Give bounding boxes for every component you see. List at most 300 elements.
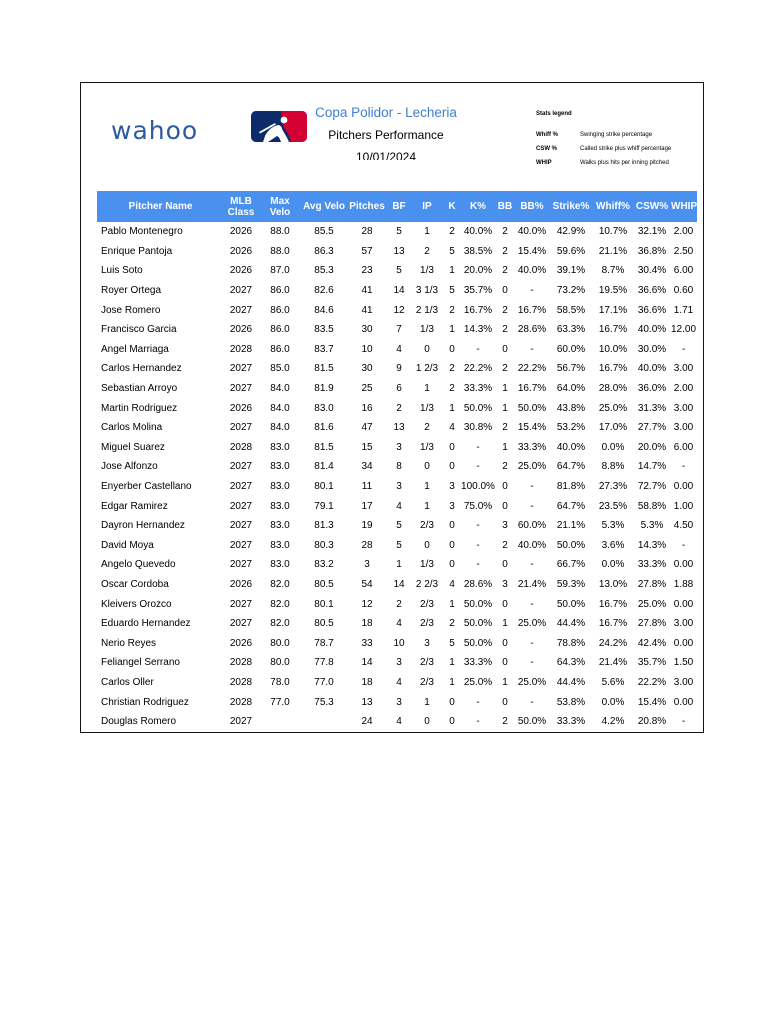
stat-cell: 15.4% — [637, 696, 667, 708]
stat-cell: 83.0 — [270, 520, 290, 532]
stat-cell: 53.2% — [556, 422, 586, 434]
stat-cell: 10.0% — [598, 343, 628, 355]
stat-cell: 12 — [361, 598, 373, 610]
stat-cell: 0 — [502, 285, 508, 297]
table-row — [97, 300, 697, 320]
title-block — [311, 103, 461, 160]
stat-cell: - — [530, 657, 534, 669]
stat-cell: 14.3% — [463, 324, 493, 336]
stat-cell: 3 — [396, 657, 402, 669]
stat-cell: 33 — [361, 637, 373, 649]
stat-cell: 2027 — [229, 539, 253, 551]
stat-cell: 2 — [449, 226, 455, 238]
stat-cell: - — [530, 285, 534, 297]
stat-cell: 80.1 — [314, 481, 334, 493]
stat-cell: 2027 — [229, 461, 253, 473]
stat-cell: 16.7% — [517, 304, 547, 316]
stat-cell: 36.6% — [637, 285, 667, 297]
pitcher-name-cell: Royer Ortega — [101, 285, 162, 297]
stat-cell: 42.4% — [637, 637, 667, 649]
stat-cell: 12 — [393, 304, 405, 316]
stat-cell: 2026 — [229, 402, 253, 414]
stat-cell: 83.0 — [270, 441, 290, 453]
stat-cell: 25.0% — [517, 676, 547, 688]
pitcher-name-cell: Carlos Oller — [101, 676, 154, 688]
stat-cell: 1 — [449, 402, 455, 414]
stat-cell: 81.5 — [314, 441, 334, 453]
stat-cell: 8.8% — [601, 461, 625, 473]
stat-cell — [258, 712, 302, 732]
table-row — [97, 340, 697, 360]
stat-cell: 22.2% — [517, 363, 547, 375]
stat-cell: 81.4 — [314, 461, 334, 473]
stat-cell: 17.1% — [598, 304, 628, 316]
stat-cell: - — [530, 481, 534, 493]
stat-cell: 9 — [396, 363, 402, 375]
pitcher-name-cell: Christian Rodriguez — [101, 696, 189, 708]
stat-cell: 2.00 — [673, 226, 694, 238]
stat-cell: 40.0% — [556, 441, 586, 453]
stat-cell: 56.7% — [556, 363, 586, 375]
stat-cell: 0 — [449, 559, 455, 571]
stat-cell: 41 — [361, 285, 373, 297]
stat-cell: 81.8% — [556, 481, 586, 493]
stat-cell: 2028 — [229, 441, 253, 453]
stat-cell: 72.7% — [637, 481, 667, 493]
stat-cell: 27.7% — [637, 422, 667, 434]
stat-cell: 0 — [449, 520, 455, 532]
stat-cell: 0.60 — [673, 285, 694, 297]
stat-cell: 50.0% — [463, 618, 493, 630]
stat-cell: 54 — [361, 578, 373, 590]
stat-cell: 2 1/3 — [415, 304, 439, 316]
stat-cell: - — [476, 441, 480, 453]
table-row — [97, 379, 697, 399]
column-header: Strike% — [550, 191, 592, 222]
stat-cell: 14 — [393, 578, 405, 590]
stat-cell: 2.00 — [673, 383, 694, 395]
stat-cell: 40.0% — [463, 226, 493, 238]
stat-cell: - — [476, 716, 480, 728]
stat-cell: 28.6% — [463, 578, 493, 590]
stat-cell: 30 — [361, 363, 373, 375]
stat-cell: 57 — [361, 245, 373, 257]
stat-cell: 53.8% — [556, 696, 586, 708]
stat-cell: 100.0% — [461, 481, 495, 493]
stat-cell: 0 — [449, 696, 455, 708]
table-row — [97, 614, 697, 634]
stat-cell: 4 — [396, 618, 402, 630]
stat-cell: 73.2% — [556, 285, 586, 297]
stat-cell: 2 — [502, 716, 508, 728]
table-row — [97, 281, 697, 301]
stat-cell: - — [476, 343, 480, 355]
report-title: Copa Polidor - Lecheria — [315, 105, 457, 120]
stat-cell: 21.1% — [556, 520, 586, 532]
stat-cell: 50.0% — [517, 716, 547, 728]
stat-cell: 42.9% — [556, 226, 586, 238]
stat-cell: 1 — [502, 618, 508, 630]
stat-cell: 2026 — [229, 324, 253, 336]
stat-cell: 1 — [502, 402, 508, 414]
stat-cell: 84.0 — [270, 383, 290, 395]
stat-cell: 39.1% — [556, 265, 586, 277]
stat-cell: 50.0% — [556, 598, 586, 610]
stat-cell: 0 — [502, 481, 508, 493]
stat-cell: 28 — [361, 539, 373, 551]
table-row — [97, 242, 697, 262]
table-row — [97, 516, 697, 536]
stat-cell: 75.0% — [463, 500, 493, 512]
stat-cell: 2027 — [229, 500, 253, 512]
stat-cell: 81.6 — [314, 422, 334, 434]
stat-cell: 3 — [449, 500, 455, 512]
stat-cell: 2 — [502, 304, 508, 316]
stat-cell: 86.3 — [314, 245, 334, 257]
stat-cell: 23 — [361, 265, 373, 277]
table-row — [97, 673, 697, 693]
stat-cell: 2027 — [229, 598, 253, 610]
pitcher-name-cell: Jose Alfonzo — [101, 461, 158, 473]
stat-cell: 15 — [361, 441, 373, 453]
table-header-row — [97, 191, 697, 222]
stat-cell: 0.00 — [673, 637, 694, 649]
pitcher-name-cell: Enrique Pantoja — [101, 245, 173, 257]
stat-cell: - — [681, 343, 686, 355]
stat-cell: 0 — [502, 598, 508, 610]
stat-cell: 20.8% — [637, 716, 667, 728]
pitcher-name-cell: Carlos Molina — [101, 422, 163, 434]
stat-cell: 19 — [361, 520, 373, 532]
stat-cell: 2027 — [229, 618, 253, 630]
pitcher-name-cell: Sebastian Arroyo — [101, 383, 178, 395]
stat-cell: 3 — [502, 520, 508, 532]
stat-cell: 2 — [502, 245, 508, 257]
stat-cell: 40.0% — [517, 265, 547, 277]
stat-cell: 78.7 — [314, 637, 334, 649]
stat-cell: - — [476, 520, 480, 532]
table-row — [97, 359, 697, 379]
stat-cell: 25.0% — [517, 461, 547, 473]
stat-cell: 1 — [502, 441, 508, 453]
stat-cell: 4.2% — [601, 716, 625, 728]
stat-cell: 83.0 — [314, 402, 334, 414]
stat-cell: 1/3 — [420, 402, 434, 414]
stat-cell: 2028 — [229, 343, 253, 355]
wahoo-logo: wahoo — [111, 116, 199, 145]
stat-cell: 25.0% — [598, 402, 628, 414]
pitcher-name-cell: Dayron Hernandez — [101, 520, 185, 532]
stat-cell: 2.50 — [673, 245, 694, 257]
stat-cell: 3.00 — [673, 618, 694, 630]
stat-cell: 64.7% — [556, 500, 586, 512]
stat-cell: 2/3 — [420, 657, 434, 669]
stat-cell: - — [530, 598, 534, 610]
legend-key: Whiff % — [536, 132, 558, 138]
table-row — [97, 222, 697, 242]
stat-cell: - — [476, 539, 480, 551]
table-row — [97, 418, 697, 438]
stat-cell: 44.4% — [556, 618, 586, 630]
stat-cell: 3.00 — [673, 422, 694, 434]
stat-cell: - — [476, 696, 480, 708]
stat-cell: 33.3% — [637, 559, 667, 571]
stat-cell: 3 — [396, 441, 402, 453]
stat-cell: 1 — [424, 481, 430, 493]
stat-cell: 83.2 — [314, 559, 334, 571]
stat-cell: 47 — [361, 422, 373, 434]
stat-cell: - — [530, 637, 534, 649]
stat-cell: 22.2% — [463, 363, 493, 375]
stat-cell: 36.6% — [637, 304, 667, 316]
stat-cell: 2 — [449, 304, 455, 316]
legend-row — [536, 142, 671, 156]
pitcher-name-cell: Nerio Reyes — [101, 637, 157, 649]
stat-cell: 64.0% — [556, 383, 586, 395]
stat-cell: 2 — [449, 363, 455, 375]
stat-cell: 3 — [396, 696, 402, 708]
stat-cell: 1 — [502, 676, 508, 688]
stat-cell: - — [476, 461, 480, 473]
stat-cell: 0 — [449, 343, 455, 355]
stat-cell: 82.0 — [270, 618, 290, 630]
stat-cell: 2 — [449, 618, 455, 630]
stat-cell: 16.7% — [598, 598, 628, 610]
stat-cell: 2 — [424, 422, 430, 434]
stat-cell: 3.00 — [673, 676, 694, 688]
stat-cell: 84.6 — [314, 304, 334, 316]
column-header: Pitches — [346, 191, 388, 222]
stat-cell: 16.7% — [598, 618, 628, 630]
stat-cell: 3 — [449, 481, 455, 493]
stat-cell: 18 — [361, 618, 373, 630]
stat-cell: 1.88 — [673, 578, 694, 590]
table-row — [97, 575, 697, 595]
stat-cell: 1.00 — [673, 500, 694, 512]
stat-cell: 27.3% — [598, 481, 628, 493]
stat-cell: 0 — [502, 657, 508, 669]
stat-cell: 3 — [396, 481, 402, 493]
stat-cell: 4 — [396, 343, 402, 355]
stat-cell: 6.00 — [673, 265, 694, 277]
stat-cell: 2026 — [229, 637, 253, 649]
stat-cell: 21.4% — [517, 578, 547, 590]
pitcher-name-cell: Eduardo Hernandez — [101, 618, 191, 630]
stat-cell: 30.4% — [637, 265, 667, 277]
table-row — [97, 261, 697, 281]
stat-cell: 2 — [502, 539, 508, 551]
stat-cell: 36.0% — [637, 383, 667, 395]
stat-cell: 41 — [361, 304, 373, 316]
stat-cell: 4 — [449, 578, 455, 590]
stat-cell: 50.0% — [517, 402, 547, 414]
stat-cell: 0 — [449, 716, 455, 728]
table-body — [97, 222, 697, 731]
stat-cell: 33.3% — [463, 657, 493, 669]
stat-cell: - — [476, 559, 480, 571]
stat-cell: 31.3% — [637, 402, 667, 414]
stat-cell: 2 — [396, 402, 402, 414]
stat-cell: 14.3% — [637, 539, 667, 551]
stat-cell: 78.8% — [556, 637, 586, 649]
stat-cell: 0 — [424, 343, 430, 355]
pitcher-name-cell: Miguel Suarez — [101, 441, 165, 453]
table-row — [97, 457, 697, 477]
stat-cell: 60.0% — [517, 520, 547, 532]
stat-cell: 5 — [449, 637, 455, 649]
stat-cell: 25.0% — [517, 618, 547, 630]
stat-cell: 3.00 — [673, 363, 694, 375]
stat-cell: 0.00 — [673, 559, 694, 571]
stat-cell: 0 — [502, 637, 508, 649]
stat-cell: 0 — [502, 343, 508, 355]
stat-cell: 2 — [502, 265, 508, 277]
stat-cell: 86.0 — [270, 324, 290, 336]
stat-cell: 86.0 — [270, 304, 290, 316]
stat-cell: 83.0 — [270, 481, 290, 493]
stat-cell: 34 — [361, 461, 373, 473]
table-row — [97, 653, 697, 673]
stat-cell: 5 — [396, 539, 402, 551]
table-row — [97, 712, 697, 732]
pitcher-name-cell: Francisco Garcia — [101, 324, 177, 336]
legend-row — [536, 156, 671, 170]
stat-cell: 2026 — [229, 578, 253, 590]
stat-cell: 10 — [361, 343, 373, 355]
stat-cell: 1 — [449, 598, 455, 610]
pitcher-name-cell: Pablo Montenegro — [101, 226, 183, 238]
stat-cell: 2028 — [229, 696, 253, 708]
stat-cell: 16 — [361, 402, 373, 414]
stat-cell: 1/3 — [420, 324, 434, 336]
stat-cell: 4.50 — [673, 520, 694, 532]
stat-cell: 15.4% — [517, 422, 547, 434]
stat-cell: 15.4% — [517, 245, 547, 257]
stat-cell: 2026 — [229, 245, 253, 257]
stat-cell: 77.8 — [314, 657, 334, 669]
stat-cell: 0 — [502, 696, 508, 708]
column-header: IP — [410, 191, 444, 222]
stat-cell: 2028 — [229, 657, 253, 669]
stat-cell: 21.1% — [598, 245, 628, 257]
stat-cell: 2027 — [229, 285, 253, 297]
report-date: 10/01/2024 — [355, 150, 417, 160]
column-header: BB — [496, 191, 514, 222]
report-sheet — [80, 82, 704, 733]
stat-cell: 23.5% — [598, 500, 628, 512]
stat-cell — [302, 712, 346, 732]
stat-cell: 33.3% — [463, 383, 493, 395]
stat-cell: 10 — [393, 637, 405, 649]
column-header: K% — [460, 191, 496, 222]
stat-cell: 2027 — [229, 422, 253, 434]
stat-cell: 1 — [502, 383, 508, 395]
column-header: BF — [388, 191, 410, 222]
stat-cell: 0 — [424, 716, 430, 728]
stat-cell: 1 — [424, 500, 430, 512]
stat-cell: 50.0% — [556, 539, 586, 551]
column-header: Pitcher Name — [97, 191, 224, 222]
pitcher-name-cell: Enyerber Castellano — [101, 481, 192, 493]
legend-row — [536, 128, 671, 142]
stat-cell: 80.5 — [314, 578, 334, 590]
stat-cell: 80.5 — [314, 618, 334, 630]
stat-cell: 58.5% — [556, 304, 586, 316]
stat-cell: 14 — [361, 657, 373, 669]
stat-cell: 2027 — [229, 363, 253, 375]
stat-cell: 0.00 — [673, 598, 694, 610]
pitchers-table — [97, 191, 697, 731]
stat-cell: 1 — [449, 657, 455, 669]
stat-cell: 81.9 — [314, 383, 334, 395]
stat-cell: 87.0 — [270, 265, 290, 277]
stat-cell: 14 — [393, 285, 405, 297]
stat-cell: 13 — [393, 422, 405, 434]
stat-cell: 2/3 — [420, 618, 434, 630]
stat-cell: 0 — [502, 559, 508, 571]
stat-cell: 30.0% — [637, 343, 667, 355]
stat-cell: 20.0% — [463, 265, 493, 277]
stat-cell: 1/3 — [420, 441, 434, 453]
stat-cell: 79.1 — [314, 500, 334, 512]
stat-cell: 50.0% — [463, 402, 493, 414]
stat-cell: 0 — [424, 461, 430, 473]
stat-cell: 83.5 — [314, 324, 334, 336]
pitcher-name-cell: Angelo Quevedo — [101, 559, 176, 571]
stat-cell: 82.0 — [270, 598, 290, 610]
stat-cell: 80.0 — [270, 657, 290, 669]
stat-cell: 78.0 — [270, 676, 290, 688]
pitcher-name-cell: Douglas Romero — [101, 716, 177, 728]
stat-cell: 86.0 — [270, 343, 290, 355]
stat-cell: 36.8% — [637, 245, 667, 257]
stat-cell: 24.2% — [598, 637, 628, 649]
stat-cell: 5 — [449, 245, 455, 257]
stat-cell: 14.7% — [637, 461, 667, 473]
stat-cell: 50.0% — [463, 598, 493, 610]
table-row — [97, 692, 697, 712]
stat-cell: 16.7% — [517, 383, 547, 395]
stat-cell: 82.0 — [270, 578, 290, 590]
stat-cell: 20.0% — [637, 441, 667, 453]
pitcher-name-cell: Kleivers Orozco — [101, 598, 172, 610]
stat-cell: 85.3 — [314, 265, 334, 277]
legend-key: CSW % — [536, 146, 557, 152]
table-row — [97, 398, 697, 418]
stat-cell: 66.7% — [556, 559, 586, 571]
stat-cell: 0.00 — [673, 481, 694, 493]
stat-cell: 13 — [393, 245, 405, 257]
stat-cell: 1 — [424, 696, 430, 708]
stat-cell: 83.0 — [270, 559, 290, 571]
stat-cell: 8.7% — [601, 265, 625, 277]
stat-cell: 2 — [424, 245, 430, 257]
table-row — [97, 438, 697, 458]
stat-cell: 2 — [502, 422, 508, 434]
stat-cell: - — [681, 461, 686, 473]
stat-cell: 5 — [396, 520, 402, 532]
stat-cell: 16.7% — [598, 363, 628, 375]
mlb-logo-icon — [251, 111, 307, 142]
stat-cell: 2 — [449, 383, 455, 395]
legend-key: WHIP — [536, 160, 552, 166]
stat-cell: 22.2% — [637, 676, 667, 688]
stat-cell: 3.00 — [673, 402, 694, 414]
column-header: CSW% — [634, 191, 670, 222]
stat-cell: - — [530, 559, 534, 571]
stat-cell: 2/3 — [420, 676, 434, 688]
stat-cell: 25.0% — [463, 676, 493, 688]
